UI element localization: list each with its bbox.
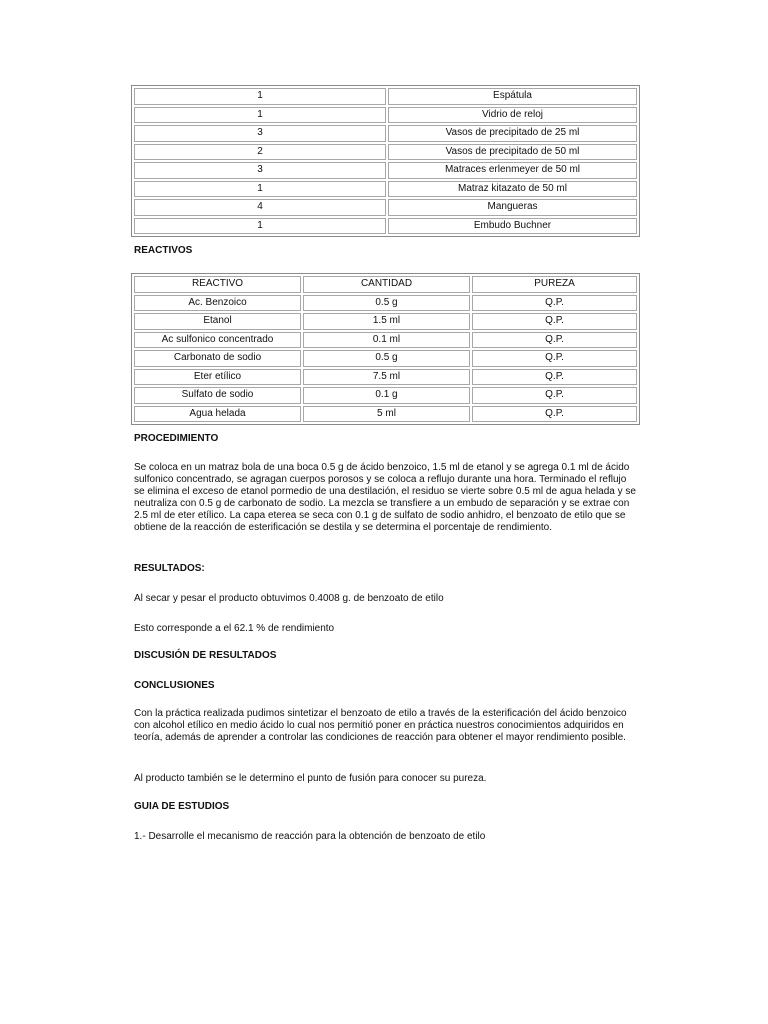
column-header-cantidad: CANTIDAD <box>303 276 470 293</box>
table-row <box>134 125 637 142</box>
guia-item-1: 1.- Desarrolle el mecanismo de reacción para la obtención de benzoato de etilo <box>134 831 486 842</box>
item-cell: Embudo Buchner <box>388 218 637 235</box>
qty-cell: 1 <box>134 218 386 235</box>
guia-heading: GUIA DE ESTUDIOS <box>134 801 230 812</box>
pureza-cell: Q.P. <box>472 313 637 330</box>
conclusiones-paragraph-2: Al producto también se le determino el punto de fusión para conocer su pureza. <box>134 773 487 784</box>
pureza-cell: Q.P. <box>472 387 637 404</box>
item-cell: Vasos de precipitado de 25 ml <box>388 125 637 142</box>
cantidad-cell: 0.5 g <box>303 295 470 312</box>
cantidad-cell: 5 ml <box>303 406 470 423</box>
item-cell: Mangueras <box>388 199 637 216</box>
reactivo-cell: Etanol <box>134 313 301 330</box>
qty-cell: 3 <box>134 162 386 179</box>
procedimiento-text: Se coloca en un matraz bola de una boca 0.5 g de ácido benzoico, 1.5 ml de etanol y se agrega 0.1 ml de ácido sulfonico concentrado, se agragan cuerpos porosos y se coloca a reflujo durante una hora. Terminado el reflujo se elimina el exceso de etanol pormedio de una destilación, el residuo se vierte sobre 0.5 ml de agua helada y se neutraliza con 0.5 g de carbonato de sodio. La mezcla se transfiere a un embudo de separación y se extrae con 2.5 ml de eter etílico. La capa eterea se seca con 0.1 g de sulfato de sodio anhidro, el benzoato de etilo que se obtiene de la reacción de esterificación se destila y se determina el porcentaje de rendimiento. <box>134 462 636 533</box>
table-row <box>134 387 637 404</box>
conclusiones-heading: CONCLUSIONES <box>134 680 215 691</box>
table-row <box>134 107 637 124</box>
table-row <box>134 162 637 179</box>
qty-cell: 1 <box>134 181 386 198</box>
resultados-line-2: Esto corresponde a el 62.1 % de rendimiento <box>134 623 335 634</box>
pureza-cell: Q.P. <box>472 406 637 423</box>
cantidad-cell: 0.5 g <box>303 350 470 367</box>
table-row <box>134 406 637 423</box>
reactivo-cell: Ac sulfonico concentrado <box>134 332 301 349</box>
qty-cell: 2 <box>134 144 386 161</box>
discusion-heading: DISCUSIÓN DE RESULTADOS <box>134 650 277 661</box>
qty-cell: 4 <box>134 199 386 216</box>
pureza-cell: Q.P. <box>472 350 637 367</box>
item-cell: Matraces erlenmeyer de 50 ml <box>388 162 637 179</box>
item-cell: Vidrio de reloj <box>388 107 637 124</box>
reactivo-cell: Ac. Benzoico <box>134 295 301 312</box>
table-header-row <box>134 276 637 293</box>
table-row <box>134 332 637 349</box>
reactivos-heading: REACTIVOS <box>134 245 193 256</box>
pureza-cell: Q.P. <box>472 369 637 386</box>
reactivo-cell: Agua helada <box>134 406 301 423</box>
qty-cell: 1 <box>134 88 386 105</box>
qty-cell: 3 <box>134 125 386 142</box>
table-row <box>134 218 637 235</box>
table-row <box>134 144 637 161</box>
cantidad-cell: 0.1 g <box>303 387 470 404</box>
table-row <box>134 350 637 367</box>
reactivo-cell: Carbonato de sodio <box>134 350 301 367</box>
table-row <box>134 369 637 386</box>
cantidad-cell: 1.5 ml <box>303 313 470 330</box>
cantidad-cell: 0.1 ml <box>303 332 470 349</box>
resultados-heading: RESULTADOS: <box>134 563 205 574</box>
table-row <box>134 313 637 330</box>
table-row <box>134 181 637 198</box>
materials-table <box>131 85 640 237</box>
conclusiones-paragraph-1: Con la práctica realizada pudimos sintetizar el benzoato de etilo a través de la esterificación del ácido benzoico con alcohol etílico en medio ácido lo cual nos permitió poner en práctica nuestros conocimientos adquiridos en teoría, además de aprender a controlar las condiciones de reacción para obtener el mayor rendimiento posible. <box>134 708 627 743</box>
pureza-cell: Q.P. <box>472 295 637 312</box>
item-cell: Matraz kitazato de 50 ml <box>388 181 637 198</box>
pureza-cell: Q.P. <box>472 332 637 349</box>
column-header-reactivo: REACTIVO <box>134 276 301 293</box>
reactivos-table <box>131 273 640 425</box>
resultados-line-1: Al secar y pesar el producto obtuvimos 0.4008 g. de benzoato de etilo <box>134 593 444 604</box>
procedimiento-heading: PROCEDIMIENTO <box>134 433 219 444</box>
cantidad-cell: 7.5 ml <box>303 369 470 386</box>
table-row <box>134 88 637 105</box>
table-row <box>134 199 637 216</box>
item-cell: Vasos de precipitado de 50 ml <box>388 144 637 161</box>
reactivo-cell: Sulfato de sodio <box>134 387 301 404</box>
qty-cell: 1 <box>134 107 386 124</box>
reactivo-cell: Eter etílico <box>134 369 301 386</box>
column-header-pureza: PUREZA <box>472 276 637 293</box>
item-cell: Espátula <box>388 88 637 105</box>
table-row <box>134 295 637 312</box>
